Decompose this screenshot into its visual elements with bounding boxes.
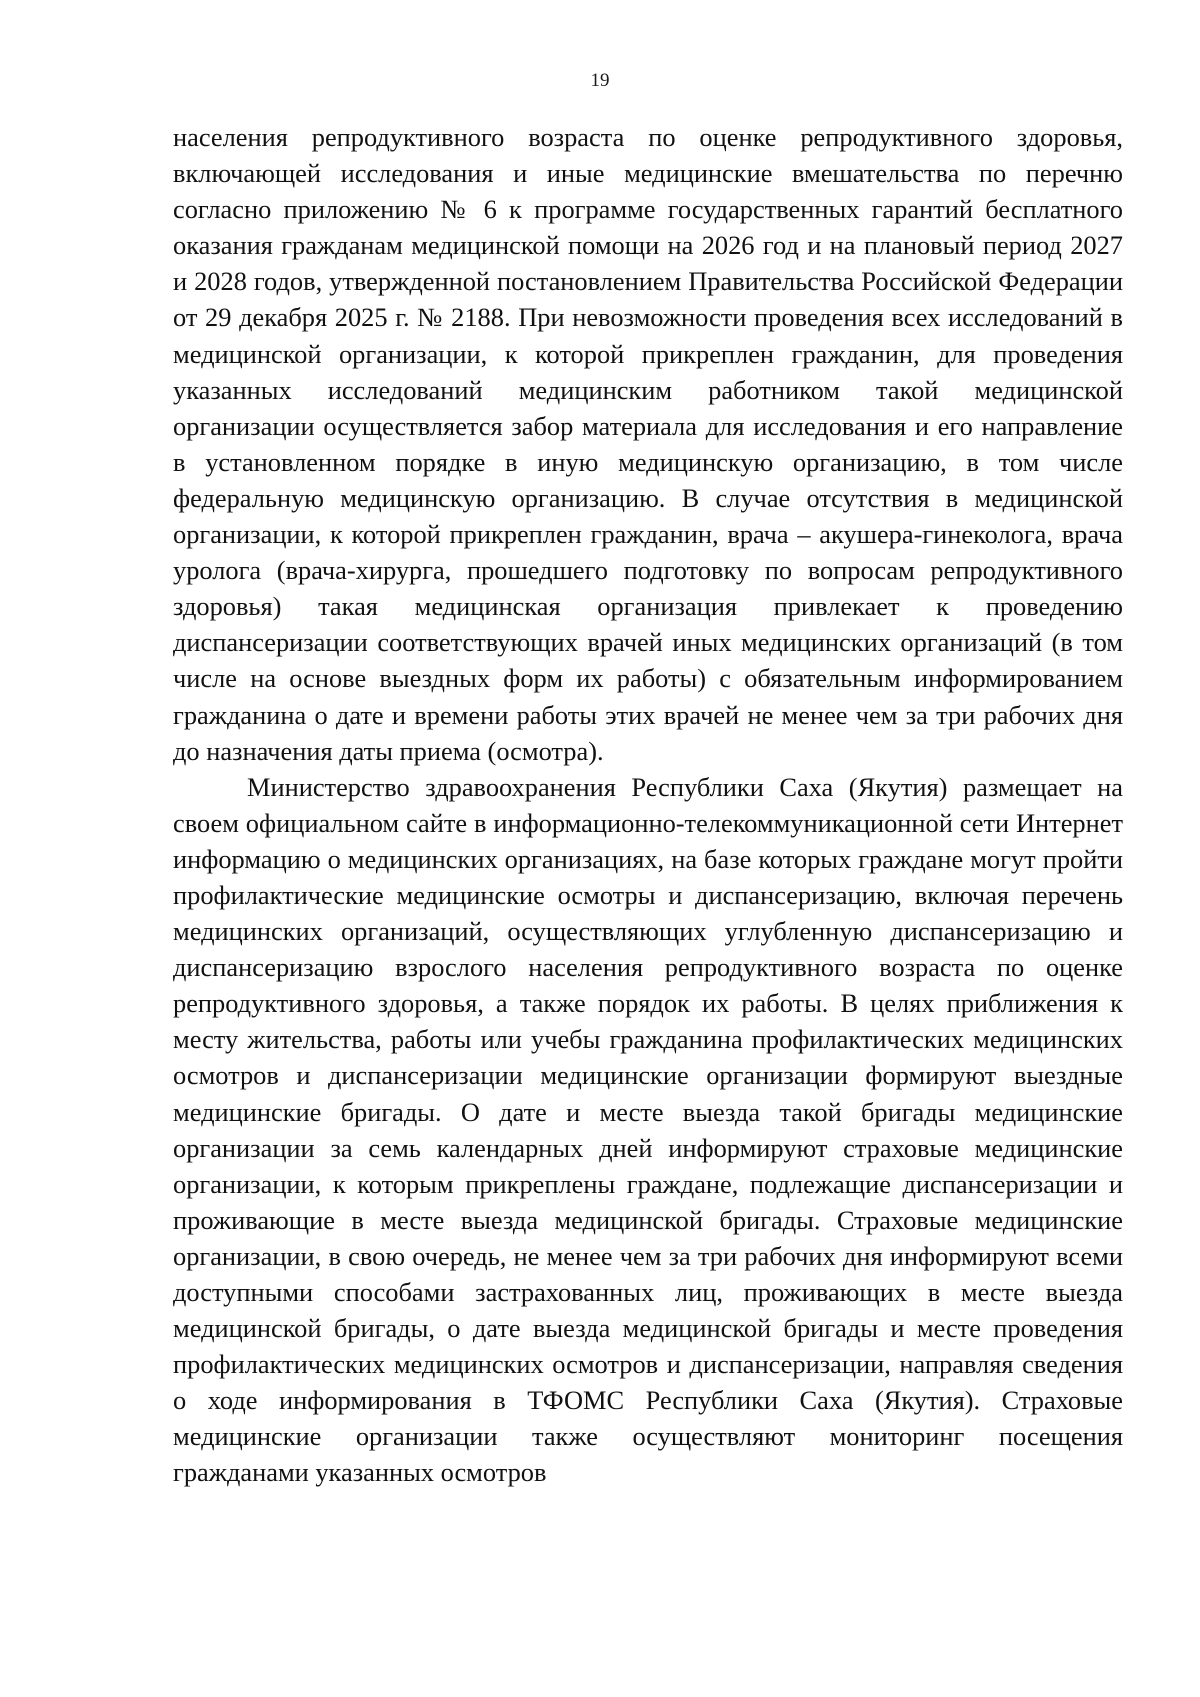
paragraph-continuation: населения репродуктивного возраста по оценке репродуктивного здоровья, включающей исследования и иные медицинские вмешательства по перечню согласно приложению № 6 к программе государственных гарантий бесплатного оказания гражданам медицинской помощи на 2026 год и на плановый период 2027 и 2028 годов, утвержденной постановлением Правительства Российской Федерации от 29 декабря 2025 г. № 2188. При невозможности проведения всех исследований в медицинской организации, к которой прикреплен гражданин, для проведения указанных исследований медицинским работником такой медицинской организации осуществляется забор материала для исследования и его направление в установленном порядке в иную медицинскую организацию, в том числе федеральную медицинскую организацию. В случае отсутствия в медицинской организации, к которой прикреплен гражданин, врача – акушера-гинеколога, врача уролога (врача-хирурга, прошедшего подготовку по вопросам репродуктивного здоровья) такая медицинская организация привлекает к проведению диспансеризации соответствующих врачей иных медицинских организаций (в том числе на основе выездных форм их работы) с обязательным информированием гражданина о дате и времени работы этих врачей не менее чем за три рабочих дня до назначения даты приема (осмотра).	[173, 122, 1123, 766]
document-body	[173, 119, 1123, 1491]
page-number: 19	[590, 70, 610, 91]
paragraph-ministry-information: Министерство здравоохранения Республики Саха (Якутия) размещает на своем официальном сайте в информационно-телекоммуникационной сети Интернет информацию о медицинских организациях, на базе которых граждане могут пройти профилактические медицинские осмотры и диспансеризацию, включая перечень медицинских организаций, осуществляющих углубленную диспансеризацию и диспансеризацию взрослого населения репродуктивного возраста по оценке репродуктивного здоровья, а также порядок их работы. В целях приближения к месту жительства, работы или учебы гражданина профилактических медицинских осмотров и диспансеризации медицинские организации формируют выездные медицинские бригады. О дате и месте выезда такой бригады медицинские организации за семь календарных дней информируют страховые медицинские организации, к которым прикреплены граждане, подлежащие диспансеризации и проживающие в месте выезда медицинской бригады. Страховые медицинские организации, в свою очередь, не менее чем за три рабочих дня информируют всеми доступными способами застрахованных лиц, проживающих в месте выезда медицинской бригады, о дате выезда медицинской бригады и месте проведения профилактических медицинских осмотров и диспансеризации, направляя сведения о ходе информирования в ТФОМС Республики Саха (Якутия). Страховые медицинские организации также осуществляют мониторинг посещения гражданами указанных осмотров	[173, 771, 1123, 1488]
